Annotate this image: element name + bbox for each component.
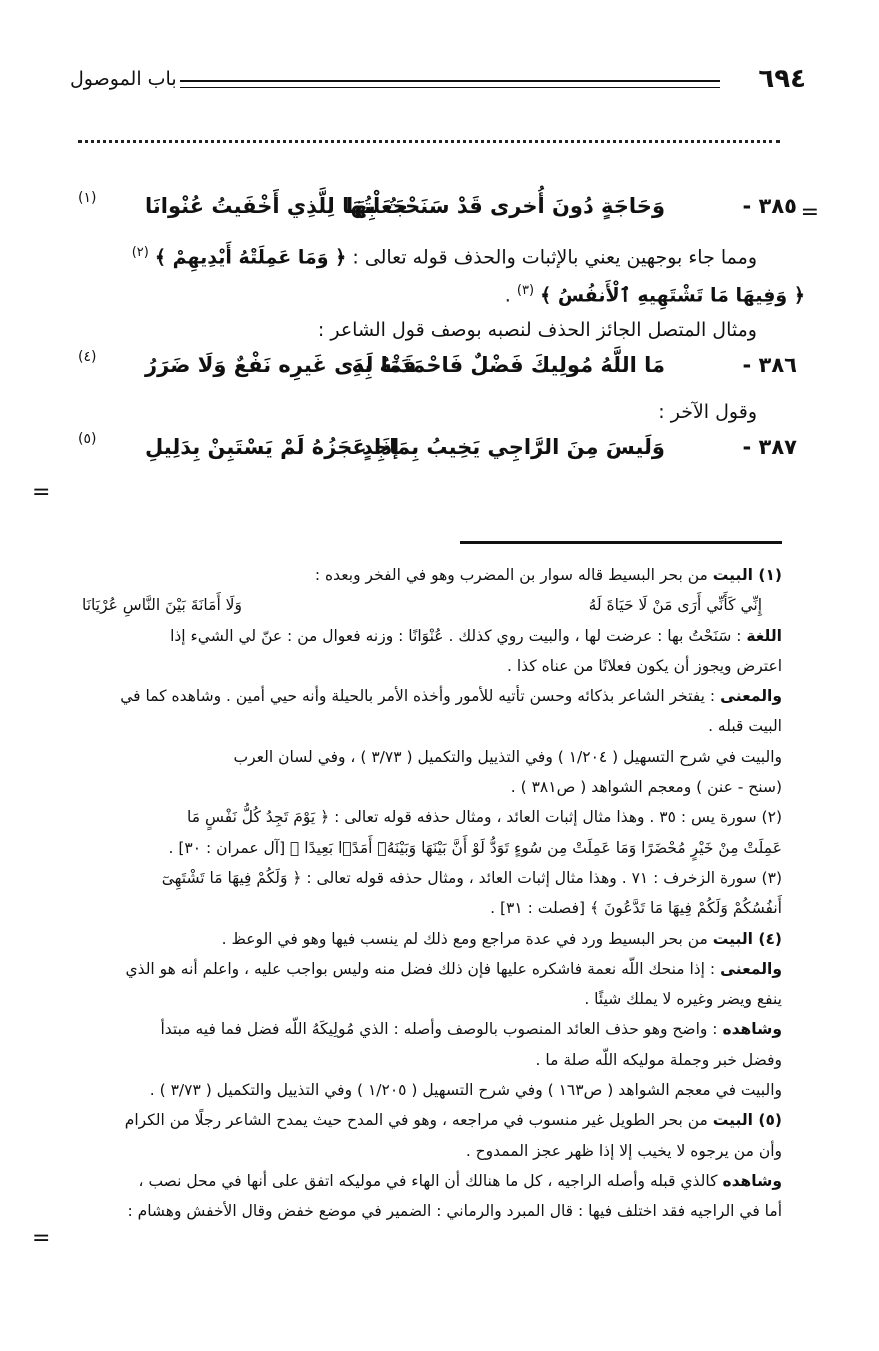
verse-hemistich-first: وَحَاجَةٍ دُونَ أُخرى قَدْ سَنَحْتُ بِهَا — [346, 194, 665, 218]
quran-quote: ﴿ وَمَا عَمِلَتْهُ أَيْدِيهِمْ ﴾ — [154, 246, 347, 269]
footnote-line: (٣) سورة الزخرف : ٧١ . وهذا مثال إثبات العائد ، ومثال حذفه قوله تعالى : ﴿ وَلَكُمْ فِيهَا مَا تَشْتَهِىٓ — [161, 868, 782, 887]
footnote-lead-word: (٤) البيت — [712, 929, 782, 948]
footnote-line: والمعنى : إذا منحك اللّه نعمة فاشكره عليها فإن ذلك فضل منه وليس بواجب عليه ، واعلم أنه هو الذي — [125, 959, 782, 978]
footnote-line: والمعنى : يفتخر الشاعر بذكائه وحسن تأتيه للأمور وأخذه الأمر بالحيلة وأنه حيي أمين . وشاهده كما في — [120, 687, 782, 706]
couplet-hemistich-first: إِنِّي كَأَنِّي أَرَى مَنْ لَا حَيَاةَ لَهُ — [588, 596, 762, 615]
continuation-mark: = — [32, 480, 51, 505]
footnote-line: (٢) سورة يس : ٣٥ . وهذا مثال إثبات العائد ، ومثال حذفه قوله تعالى : ﴿ يَوْمَ تَجِدُ كُلُّ نَفْسٍ مَا — [187, 808, 782, 827]
footnote-ref: (٥) — [78, 430, 97, 447]
footnote-line: أما في الراجيه فقد اختلف فيها : قال المبرد والرماني : الضمير في موضع خفض وقال الأخفش وهشام : — [127, 1202, 782, 1221]
footnote-line: (٤) البيت من بحر البسيط ورد في عدة مراجع ومع ذلك لم ينسب فيها وهو في الوعظ . — [221, 929, 782, 948]
dotted-separator — [78, 140, 780, 143]
footnote-line: ينفع ويضر وغيره لا يملك شيئًا . — [584, 990, 782, 1009]
paragraph — [60, 313, 757, 347]
footnote-line: والبيت في معجم الشواهد ( ص١٦٣ ) وفي شرح التسهيل ( ١/٢٠٥ ) وفي التذييل والتكميل ( ٣/٧٣ ) . — [149, 1081, 782, 1100]
footnote-lead-word: اللغة — [746, 626, 782, 645]
footnote-line: والبيت في شرح التسهيل ( ١/٢٠٤ ) وفي التذييل والتكميل ( ٣/٧٣ ) ، وفي لسان العرب — [233, 747, 782, 766]
footnote-lead-word: وشاهده — [722, 1020, 782, 1039]
footnote-line: وشاهده : واضح وهو حذف العائد المنصوب بالوصف وأصله : الذي مُولِيكَهُ اللّه فضل فما فيه مبتدأ — [160, 1020, 782, 1039]
footnote-lead-word: (٥) البيت — [712, 1111, 782, 1130]
verse-hemistich-first: وَلَيسَ مِنَ الرَّاجِي يَخِيبُ بِمَاجِدٍ — [361, 434, 665, 459]
footnote-lead-word: والمعنى — [720, 687, 782, 706]
main-text — [60, 188, 805, 477]
footnote-line: اعترض ويجوز أن يكون فعلانًا من عناه كذا . — [507, 656, 782, 675]
footnote-line: وأن من يرجوه لا يخيب إلا إذا ظهر عجز الممدوح . — [465, 1141, 782, 1160]
footnote-line: اللغة : سَنَحْتُ بها : عرضت لها ، والبيت روي كذلك . عُنْوَانًا : وزنه فعوال من : عنّ لي الشيء إذا — [170, 626, 782, 645]
continuation-mark: = — [800, 200, 819, 225]
quran-quote: ﴿ وَفِيهَا مَا تَشْتَهِيهِ ٱلْأَنفُسُ ﴾ — [540, 284, 805, 307]
verse-number: ٣٨٦ - — [742, 352, 797, 377]
footnote-couplet — [70, 590, 782, 620]
paragraph-text: ومما جاء بوجهين يعني بالإثبات والحذف قوله تعالى : — [352, 246, 757, 269]
footnote-line: عَمِلَتْ مِنْ خَيْرٍ مُحْضَرًا وَمَا عَمِلَتْ مِن سُوءٍ تَوَدُّ لَوْ أَنَّ بَيْنَهَا وَبَيْنَهُۥٓ أَمَدًۢا بَعِيدًا ﴾ [آل عمران : ٣٠] . — [168, 838, 782, 857]
footnote-ref: (٢) — [131, 245, 149, 260]
footnote-line: (٥) البيت من بحر الطويل غير منسوب في مراجعه ، وهو في المدح حيث يمدح الشاعر رجلًا من الكرام — [124, 1111, 782, 1130]
chapter-title: باب الموصول — [70, 68, 177, 90]
verse-number: ٣٨٧ - — [742, 434, 797, 459]
page-header — [70, 62, 806, 102]
header-rule — [180, 80, 720, 88]
footnote-line: وشاهده كالذي قبله وأصله الراجيه ، كل ما هنالك أن الهاء في موليكه اتفق على أنها في محل نصب ، — [138, 1171, 782, 1190]
footnote-line: أَنفُسُكُمْ وَلَكُمْ فِيهَا مَا تَدَّعُونَ ﴾ [فصلت : ٣١] . — [490, 899, 782, 918]
couplet-hemistich-second: وَلَا أَمَانَةَ بَيْنَ النَّاسِ عُرْيَانَا — [82, 596, 243, 615]
page-number: ٦٩٤ — [758, 64, 806, 94]
paragraph-end: . — [504, 284, 511, 307]
verse-hemistich-second: جَعَلْتُهَا لِلَّذِي أَخْفَيتُ عُنْوانَا — [145, 194, 408, 218]
footnote-ref: (٣) — [516, 283, 535, 299]
paragraph-text: ومثال المتصل الجائز الحذف لنصبه بوصف قول الشاعر : — [317, 318, 757, 341]
verse-hemistich-second: إذَا عَجَزُهُ لَمْ يَسْتَبِنْ بِدَلِيلِ — [145, 434, 400, 459]
footnote-ref: (٤) — [78, 348, 97, 365]
verse-hemistich-second: فَمَا لَدَى غَيرِه نَفْعٌ وَلَا ضَرَرُ — [145, 352, 417, 377]
footnote-lead-word: والمعنى — [720, 959, 782, 978]
paragraph — [60, 395, 757, 429]
footnote-separator — [460, 541, 782, 544]
footnote-line: (١) البيت من بحر البسيط قاله سوار بن المضرب وهو في الفخر وبعده : — [314, 566, 782, 584]
continuation-mark: = — [32, 1226, 51, 1251]
verse-386 — [60, 347, 805, 395]
paragraph — [60, 236, 757, 274]
footnotes — [70, 560, 782, 1227]
verse-hemistich-first: مَا اللَّهُ مُولِيكَ فَضْلٌ فَاحْمَدَنْهُ بِهِ — [351, 352, 665, 377]
verse-387 — [60, 429, 805, 477]
footnote-line: (سنح - عنن ) ومعجم الشواهد ( ص٣٨١ ) . — [510, 778, 782, 797]
verse-number: ٣٨٥ - — [742, 194, 797, 218]
footnote-line: البيت قبله . — [708, 717, 782, 736]
footnote-lead-word: (١) البيت — [712, 566, 782, 584]
paragraph-text: وقول الآخر : — [658, 400, 757, 423]
verse-385 — [60, 188, 805, 236]
paragraph — [60, 274, 805, 312]
footnote-lead-word: وشاهده — [722, 1171, 782, 1190]
footnote-line: وفضل خبر وجملة موليكه اللّه صلة ما . — [535, 1050, 782, 1069]
footnote-ref: (١) — [78, 190, 97, 206]
